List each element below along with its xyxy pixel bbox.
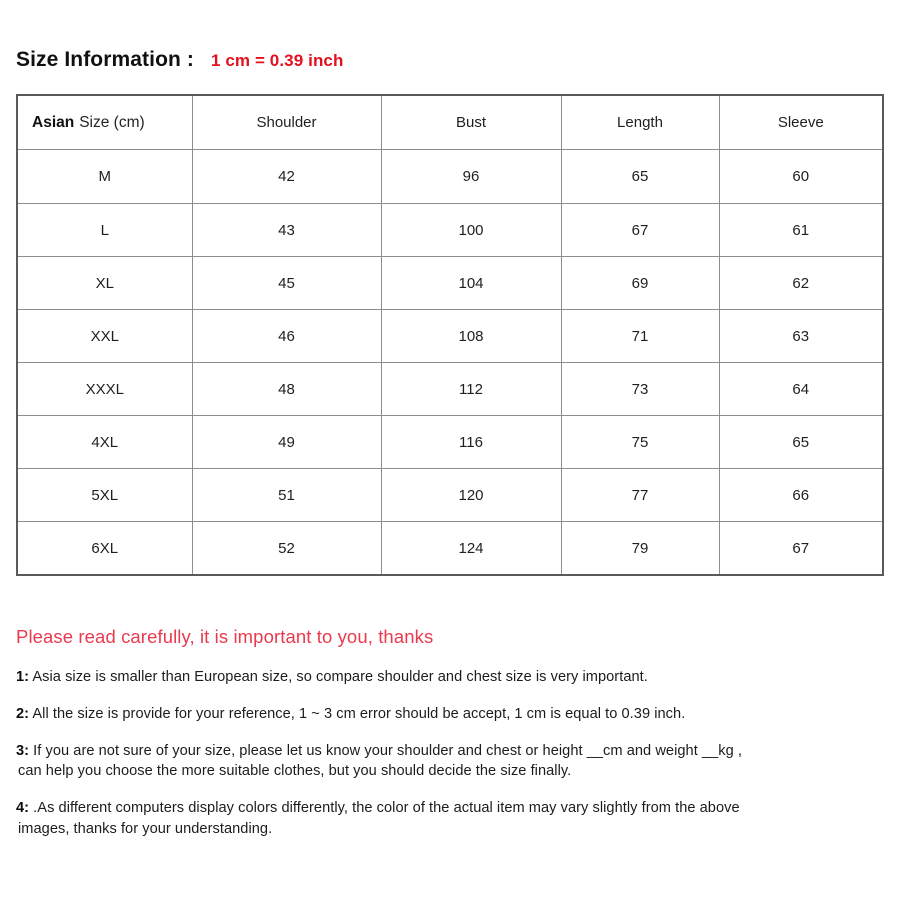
note-text: Asia size is smaller than European size, so compare shoulder and chest size is very important. [29,669,648,686]
cell-size: 5XL [17,469,192,522]
note-text-continued: images, thanks for your understanding. [18,820,273,837]
page-title-label: Size Information : [16,48,194,71]
cell-size: 6XL [17,522,192,576]
cell-sleeve: 64 [719,363,883,416]
table-row [17,204,883,257]
cell-shoulder: 48 [192,363,381,416]
cell-sleeve: 63 [719,310,883,363]
cell-bust: 108 [381,310,561,363]
size-chart-table [16,94,884,576]
table-row [17,416,883,469]
table-body [17,150,883,576]
cell-length: 73 [561,363,719,416]
cell-shoulder: 52 [192,522,381,576]
cell-size: XXXL [17,363,192,416]
unit-conversion-note: 1 cm = 0.39 inch [210,51,344,70]
note-text: All the size is provide for your reference, 1 ~ 3 cm error should be accept, 1 cm is equal to 0.39 inch. [29,705,686,722]
column-header-size [17,95,192,150]
cell-size: M [17,150,192,204]
cell-shoulder: 46 [192,310,381,363]
cell-length: 69 [561,257,719,310]
cell-sleeve: 60 [719,150,883,204]
table-row [17,150,883,204]
cell-shoulder: 51 [192,469,381,522]
cell-shoulder: 49 [192,416,381,469]
cell-length: 71 [561,310,719,363]
cell-sleeve: 62 [719,257,883,310]
table-header-row [17,95,883,150]
cell-bust: 104 [381,257,561,310]
note-number: 2: [16,705,30,722]
cell-bust: 100 [381,204,561,257]
table-row [17,363,883,416]
note-number: 3: [16,742,30,759]
column-header-size-unit: Size (cm) [79,113,145,131]
table-row [17,257,883,310]
column-header-size-region: Asian [32,113,75,131]
cell-sleeve: 65 [719,416,883,469]
cell-length: 77 [561,469,719,522]
page-title [16,48,343,72]
cell-bust: 124 [381,522,561,576]
cell-size: XL [17,257,192,310]
cell-bust: 120 [381,469,561,522]
note-item-2 [16,704,886,725]
cell-size: XXL [17,310,192,363]
cell-bust: 112 [381,363,561,416]
note-text: .As different computers display colors differently, the color of the actual item may vary slightly from the above [29,800,740,817]
cell-bust: 116 [381,416,561,469]
note-item-3 [16,741,886,782]
note-text: If you are not sure of your size, please let us know your shoulder and chest or height __cm and weight __kg , [29,742,742,759]
column-header-bust: Bust [381,95,561,150]
column-header-sleeve: Sleeve [719,95,883,150]
note-item-1 [16,667,886,688]
cell-shoulder: 43 [192,204,381,257]
cell-bust: 96 [381,150,561,204]
table-row [17,522,883,576]
cell-length: 75 [561,416,719,469]
note-number: 1: [16,669,30,686]
cell-sleeve: 67 [719,522,883,576]
note-text-continued: can help you choose the more suitable clothes, but you should decide the size finally. [18,763,572,780]
note-number: 4: [16,800,30,817]
notes-section [16,626,886,840]
cell-shoulder: 45 [192,257,381,310]
cell-sleeve: 66 [719,469,883,522]
cell-length: 67 [561,204,719,257]
cell-size: L [17,204,192,257]
cell-size: 4XL [17,416,192,469]
cell-sleeve: 61 [719,204,883,257]
cell-shoulder: 42 [192,150,381,204]
notes-heading: Please read carefully, it is important to you, thanks [16,626,434,647]
note-item-4 [16,798,886,839]
cell-length: 79 [561,522,719,576]
cell-length: 65 [561,150,719,204]
column-header-length: Length [561,95,719,150]
column-header-shoulder: Shoulder [192,95,381,150]
table-row [17,469,883,522]
table-row [17,310,883,363]
